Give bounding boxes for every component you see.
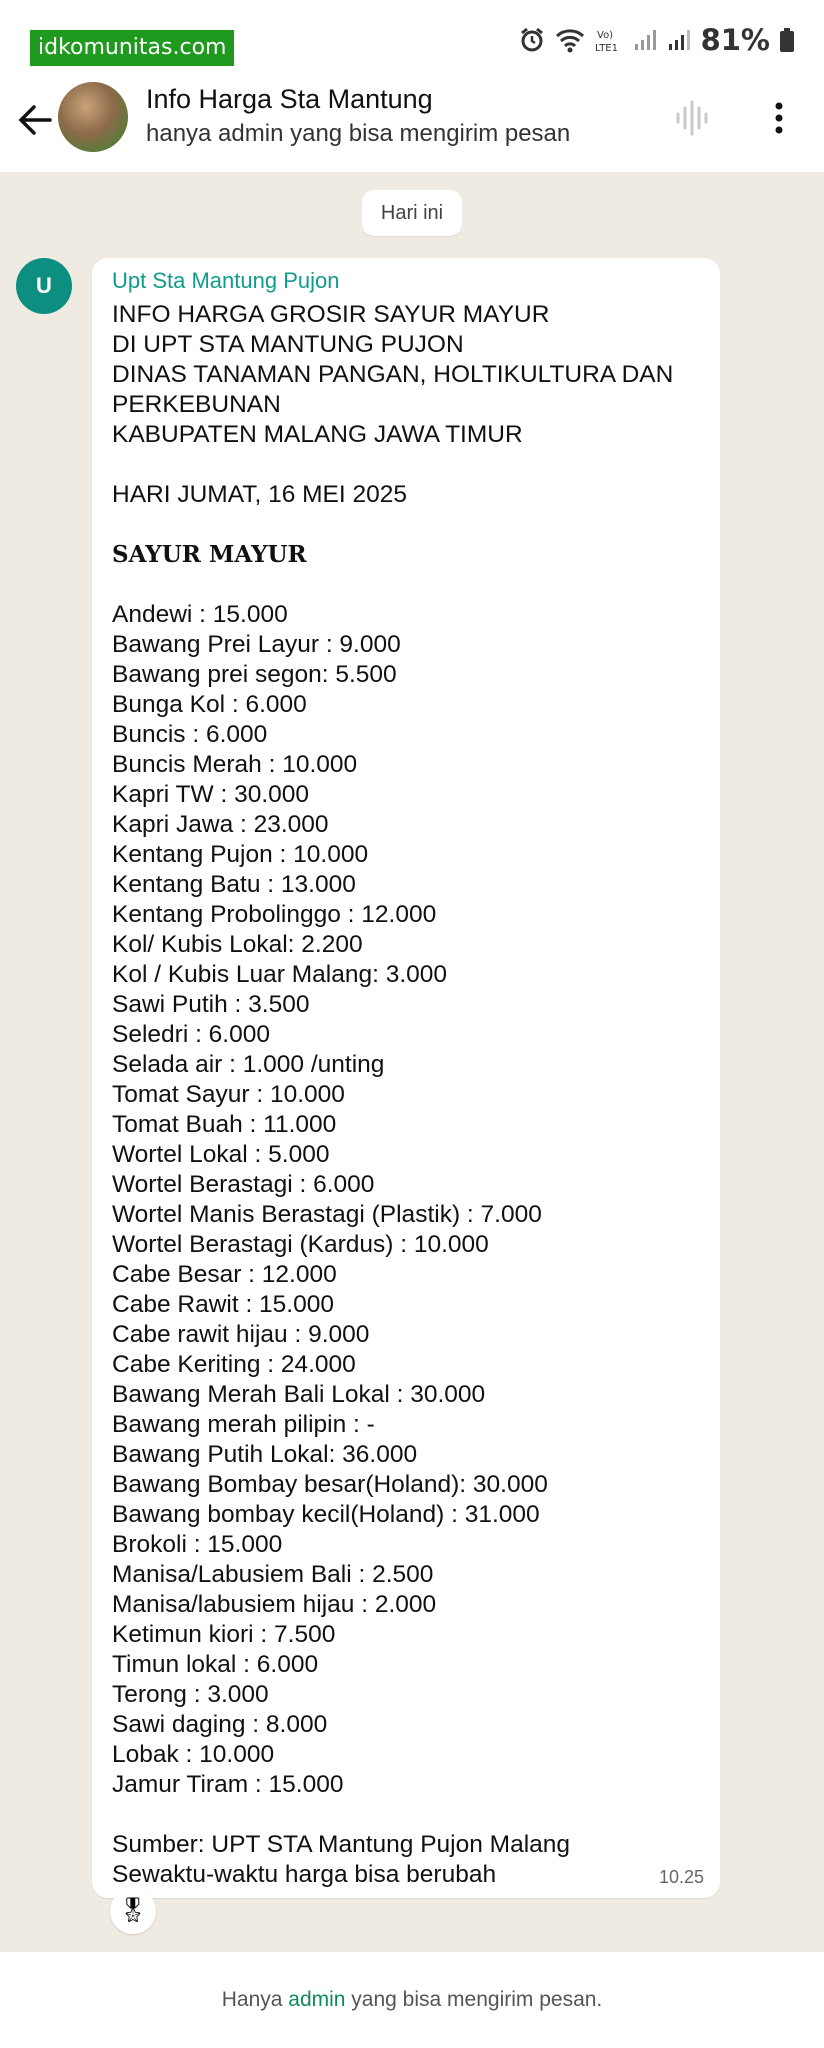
price-item: Terong : 3.000: [112, 1681, 269, 1708]
volte-icon: [595, 26, 623, 54]
date-chip: Hari ini: [362, 190, 462, 236]
audio-wave-icon: [674, 96, 714, 140]
price-item: Selada air : 1.000 /unting: [112, 1051, 385, 1078]
notice-prefix: Hanya: [221, 1988, 289, 2011]
svg-text:Vo): Vo): [596, 30, 613, 41]
sender-avatar[interactable]: U: [16, 258, 72, 314]
price-item: Tomat Sayur : 10.000: [112, 1081, 345, 1108]
sender-name[interactable]: Upt Sta Mantung Pujon: [112, 268, 340, 293]
price-item: Bawang Merah Bali Lokal : 30.000: [112, 1381, 486, 1408]
price-item: Manisa/labusiem hijau : 2.000: [112, 1591, 437, 1618]
heading-line: PERKEBUNAN: [112, 391, 281, 418]
price-item: Cabe Besar : 12.000: [112, 1261, 337, 1288]
message-date-line: HARI JUMAT, 16 MEI 2025: [112, 481, 408, 508]
signal-icon: [667, 28, 691, 52]
price-item: Kapri Jawa : 23.000: [112, 811, 329, 838]
battery-percent: 81%: [700, 23, 770, 57]
price-item: Wortel Lokal : 5.000: [112, 1141, 330, 1168]
wifi-icon: [555, 27, 585, 53]
price-item: Manisa/Labusiem Bali : 2.500: [112, 1561, 434, 1588]
voice-chat-button[interactable]: [674, 96, 714, 140]
price-item: Bawang prei segon: 5.500: [112, 661, 397, 688]
status-bar: [0, 0, 824, 76]
watermark: idkomunitas.com: [30, 30, 234, 66]
admin-link[interactable]: admin: [288, 1988, 346, 2011]
notice-suffix: yang bisa mengirim pesan.: [345, 1988, 603, 2011]
price-item: Lobak : 10.000: [112, 1741, 275, 1768]
price-item: Timun lokal : 6.000: [112, 1651, 319, 1678]
heading-line: KABUPATEN MALANG JAWA TIMUR: [112, 421, 523, 448]
price-item: Buncis : 6.000: [112, 721, 268, 748]
price-item: Wortel Berastagi (Kardus) : 10.000: [112, 1231, 489, 1258]
status-icons: [519, 22, 794, 58]
message-bubble[interactable]: [92, 258, 720, 1898]
price-item: Cabe rawit hijau : 9.000: [112, 1321, 370, 1348]
battery-icon: [780, 28, 794, 52]
group-avatar[interactable]: [58, 82, 128, 152]
price-item: Tomat Buah : 11.000: [112, 1111, 337, 1138]
message-text: [112, 300, 712, 1890]
heading-line: DINAS TANAMAN PANGAN, HOLTIKULTURA DAN: [112, 361, 674, 388]
price-item: Kol/ Kubis Lokal: 2.200: [112, 931, 363, 958]
price-item: Kentang Pujon : 10.000: [112, 841, 369, 868]
svg-text:LTE1: LTE1: [594, 43, 618, 54]
more-options-button[interactable]: [764, 96, 794, 140]
price-item: Bawang Prei Layur : 9.000: [112, 631, 401, 658]
source-line: Sumber: UPT STA Mantung Pujon Malang: [112, 1831, 571, 1858]
message-time: 10.25: [658, 1867, 704, 1887]
chat-title[interactable]: Info Harga Sta Mantung: [146, 84, 433, 114]
alarm-icon: [519, 27, 545, 53]
chat-subtitle: hanya admin yang bisa mengirim pesan: [146, 120, 571, 147]
price-item: Bawang Bombay besar(Holand): 30.000: [112, 1471, 548, 1498]
admin-only-notice: [0, 1952, 824, 2048]
back-button[interactable]: [14, 98, 58, 142]
price-item: Wortel Berastagi : 6.000: [112, 1171, 375, 1198]
price-item: Bawang Putih Lokal: 36.000: [112, 1441, 418, 1468]
reaction-badge[interactable]: 🎖: [110, 1888, 156, 1934]
price-item: Kol / Kubis Luar Malang: 3.000: [112, 961, 448, 988]
source-line: Sewaktu-waktu harga bisa berubah: [112, 1861, 497, 1888]
more-vert-icon: [764, 96, 794, 140]
price-item: Sawi Putih : 3.500: [112, 991, 310, 1018]
price-item: Bawang merah pilipin : -: [112, 1411, 375, 1438]
price-item: Bunga Kol : 6.000: [112, 691, 307, 718]
price-item: Kapri TW : 30.000: [112, 781, 310, 808]
price-item: Sawi daging : 8.000: [112, 1711, 328, 1738]
price-item: Ketimun kiori : 7.500: [112, 1621, 336, 1648]
price-item: Kentang Batu : 13.000: [112, 871, 356, 898]
price-item: Jamur Tiram : 15.000: [112, 1771, 344, 1798]
price-item: Wortel Manis Berastagi (Plastik) : 7.000: [112, 1201, 542, 1228]
price-item: Cabe Keriting : 24.000: [112, 1351, 356, 1378]
chat-header: [0, 76, 824, 172]
section-title: SAYUR MAYUR: [112, 541, 307, 568]
price-item: Brokoli : 15.000: [112, 1531, 283, 1558]
back-arrow-icon: [14, 98, 58, 142]
heading-line: INFO HARGA GROSIR SAYUR MAYUR: [112, 301, 550, 328]
price-item: Buncis Merah : 10.000: [112, 751, 358, 778]
price-item: Seledri : 6.000: [112, 1021, 270, 1048]
heading-line: DI UPT STA MANTUNG PUJON: [112, 331, 464, 358]
price-item: Bawang bombay kecil(Holand) : 31.000: [112, 1501, 540, 1528]
price-item: Andewi : 15.000: [112, 601, 288, 628]
signal-icon: [633, 28, 657, 52]
price-item: Kentang Probolinggo : 12.000: [112, 901, 437, 928]
price-item: Cabe Rawit : 15.000: [112, 1291, 334, 1318]
